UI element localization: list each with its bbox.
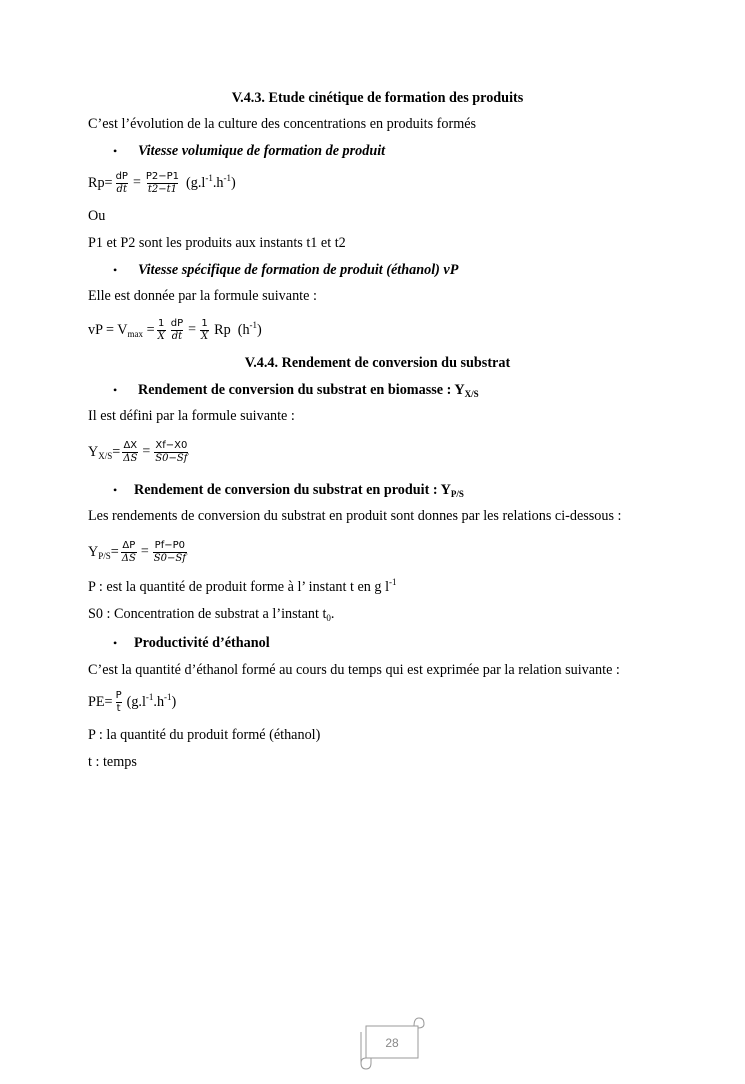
s0-definition: S0 : Concentration de substrat a l’instant $t_0$.: [88, 606, 335, 623]
fraction: $\frac{1}{X}$: [157, 317, 165, 342]
bullet-biomass-yield: Rendement de conversion du substrat en biomasse : $Y_{X/S}$: [138, 382, 479, 399]
equation-yps: $Y_{P/S}=$ $\frac{\Delta P}{\Delta S}$ = $\frac{Pf-P0}{S0-Sf}$: [88, 539, 186, 564]
fraction: $\frac{Xf-X0}{S0-Sf}$: [155, 439, 188, 464]
equation-vp: vP = $V_{max}$ = $\frac{1}{X}$ $\frac{dP}{dt}$ = $\frac{1}{X}$ Rp $(h^{-1})$: [88, 317, 262, 342]
fraction: $\frac{Pf-P0}{S0-Sf}$: [153, 539, 186, 564]
eq-pe-unit: $(g.l^{-1}.h^{-1})$: [126, 691, 177, 710]
fraction: $\frac{\Delta X}{\Delta S}$: [123, 439, 138, 464]
bullet-icon: •: [113, 263, 118, 277]
equation-yxs: $Y_{X/S}=$ $\frac{\Delta X}{\Delta S}$ = $\frac{Xf-X0}{S0-Sf}$: [88, 439, 188, 464]
eq-rp-unit: $(g.l^{-1}.h^{-1})$: [186, 172, 236, 191]
bullet-icon: •: [113, 383, 118, 397]
section-heading-v44: V.4.4. Rendement de conversion du substrat: [244, 355, 511, 371]
eq-rp-lhs: Rp=: [88, 174, 113, 191]
t-definition: t : temps: [88, 754, 137, 770]
fraction: $\frac{dP}{dt}$: [115, 170, 128, 195]
productivity-intro: C’est la quantité d’éthanol formé au cours du temps qui est exprimée par la relation suivante :: [88, 662, 620, 678]
fraction: $\frac{1}{X}$: [201, 317, 209, 342]
bullet-specific-rate: Vitesse spécifique de formation de produit (éthanol) vP: [138, 262, 459, 278]
p1p2-text: P1 et P2 sont les produits aux instants t1 et t2: [88, 235, 346, 251]
bullet-productivity: Productivité d’éthanol: [134, 635, 270, 651]
equation-rp: Rp= $\frac{dP}{dt}$ = $\frac{P2-P1}{t2-t1}$ $(g.l^{-1}.h^{-1})$: [88, 170, 236, 195]
formula-intro: Elle est donnée par la formule suivante :: [88, 288, 317, 304]
section-heading-v43: V.4.3. Etude cinétique de formation des produits: [231, 90, 524, 106]
bullet-product-yield: Rendement de conversion du substrat en produit : $Y_{P/S}$: [134, 482, 464, 499]
fraction: $\frac{\Delta P}{\Delta S}$: [121, 539, 136, 564]
bullet-icon: •: [113, 636, 118, 650]
defined-text: Il est défini par la formule suivante :: [88, 408, 295, 424]
relations-text: Les rendements de conversion du substrat en produit sont donnes par les relations ci-dessous :: [88, 508, 622, 524]
eq-yps-lhs: $Y_{P/S}=$: [88, 543, 119, 561]
eq-vp-unit: $(h^{-1})$: [237, 319, 262, 338]
eq-vp-lhs: vP = $V_{max}$ =: [88, 321, 155, 339]
intro-text: C’est l’évolution de la culture des concentrations en produits formés: [88, 116, 477, 132]
equation-pe: [88, 685, 176, 719]
ou-text: Ou: [88, 208, 106, 224]
eq-pe-lhs: PE=: [88, 693, 113, 710]
page-number: 28: [385, 1036, 399, 1050]
page-number-scroll: [358, 1016, 426, 1072]
p-definition: P : est la quantité de produit forme à l’ instant t en g $l^{-1}$: [88, 577, 397, 595]
fraction: $\frac{dP}{dt}$: [170, 317, 184, 342]
bullet-icon: •: [113, 144, 118, 158]
bullet-icon: •: [113, 483, 118, 497]
bullet-volumic-rate: Vitesse volumique de formation de produit: [138, 143, 386, 159]
eq-yxs-lhs: $Y_{X/S}=$: [88, 443, 121, 461]
p-quantity-text: P : la quantité du produit formé (éthanol): [88, 727, 321, 743]
fraction: $\frac{P2-P1}{t2-t1}$: [145, 170, 180, 195]
fraction: $\frac{P}{t}$: [115, 689, 122, 714]
